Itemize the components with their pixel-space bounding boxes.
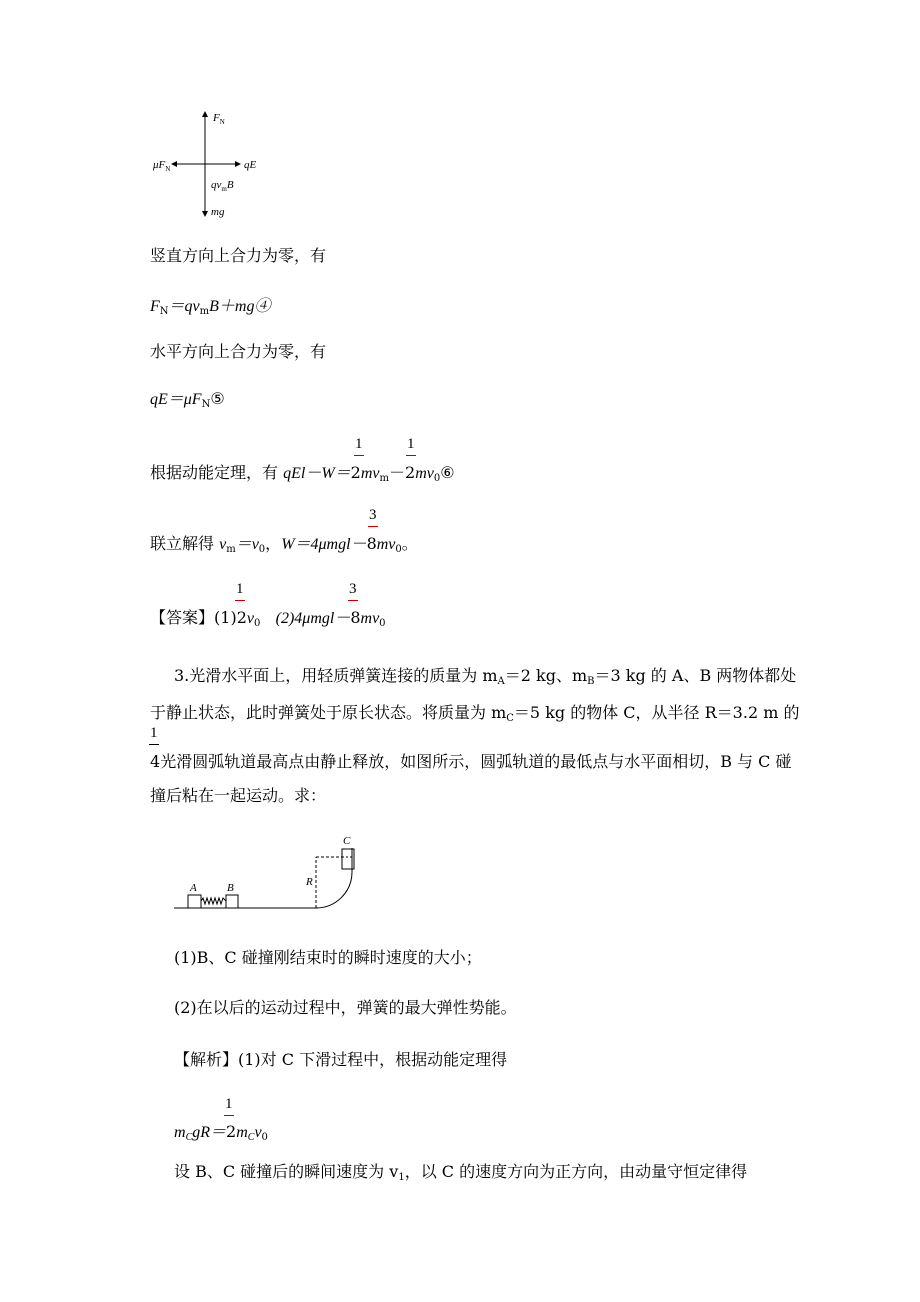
- track-diagram: [170, 830, 370, 914]
- problem3-line2: 于静止状态，此时弹簧处于原长状态。将质量为 $m_C=5$ kg 的物体 C，从半径 R＝3.2 m 的: [150, 703, 800, 724]
- friction-label: μF: [153, 159, 166, 171]
- question-2: (2)在以后的运动过程中，弹簧的最大弹性势能。: [174, 998, 517, 1017]
- block-b: [226, 895, 238, 908]
- label-b: B: [227, 882, 234, 894]
- problem3-line1: 3.光滑水平面上，用轻质弹簧连接的质量为 $m_A=2$ kg、$m_B=3$ kg 的 A、B 两物体都处: [174, 666, 797, 687]
- result-line: 联立解得 $v_m=v_0$，$W=4\mu mgl-8mv_0$。: [150, 534, 418, 555]
- quarter-bar: [149, 744, 159, 745]
- analysis-equation: $m_CgR=2m_Cv_0$: [174, 1122, 268, 1143]
- analysis-num: 1: [225, 1096, 233, 1112]
- analysis-line2: 设 B、C 碰撞后的瞬间速度为 $v_1$，以 C 的速度方向为正方向，由动量守恒定律得: [174, 1162, 748, 1183]
- answer-line: 【答案】$(1)2v_0$ $(2)4\mu mgl-8mv_0$: [150, 608, 386, 629]
- problem3-line3: 4光滑圆弧轨道最高点由静止释放，如图所示，圆弧轨道的最低点与水平面相切，B 与 C 碰: [150, 752, 792, 771]
- equation-6: 根据动能定理，有 $qEl-W=2mv_m-2mv_0⑥$: [150, 463, 455, 484]
- equation-4: $F_N=qv_mB+mg④$: [150, 298, 271, 317]
- qe-label: qE: [244, 159, 257, 171]
- answer-bar2: [348, 600, 358, 601]
- quarter-num: 1: [150, 725, 158, 741]
- equation-5: $qE=\mu F_N⑤$: [150, 389, 225, 410]
- eq6-num2: 1: [407, 436, 415, 452]
- answer-num1: 1: [236, 581, 244, 597]
- spring: [201, 898, 226, 904]
- mg-label: mg: [211, 206, 225, 218]
- qvb-label: qv: [211, 179, 222, 191]
- eq6-bar1: [354, 455, 364, 456]
- svg-text:qvmB: $qv_mB$: [211, 179, 234, 193]
- horizontal-balance-text: 水平方向上合力为零，有: [150, 342, 327, 361]
- svg-text:FN: $F_N$: [213, 112, 225, 126]
- block-a: [188, 895, 201, 908]
- svg-text:μFN: $\mu F_N$: [153, 159, 171, 173]
- result-num: 3: [369, 507, 377, 523]
- eq6-bar2: [406, 455, 416, 456]
- result-bar: [368, 526, 378, 527]
- analysis-line1: 【解析】(1)对 C 下滑过程中，根据动能定理得: [174, 1050, 508, 1069]
- analysis-bar: [224, 1115, 234, 1116]
- vertical-balance-text: 竖直方向上合力为零，有: [150, 246, 327, 265]
- force-diagram: [150, 108, 270, 220]
- fn-label: F: [213, 112, 220, 124]
- eq6-num1: 1: [355, 436, 363, 452]
- answer-num2: 3: [349, 581, 357, 597]
- question-1: (1)B、C 碰撞刚结束时的瞬时速度的大小；: [174, 948, 482, 967]
- label-a: A: [190, 882, 197, 894]
- problem3-line4: 撞后粘在一起运动。求：: [150, 786, 327, 805]
- answer-bar1: [235, 600, 245, 601]
- label-c: C: [343, 835, 351, 847]
- label-r: R: [306, 876, 313, 888]
